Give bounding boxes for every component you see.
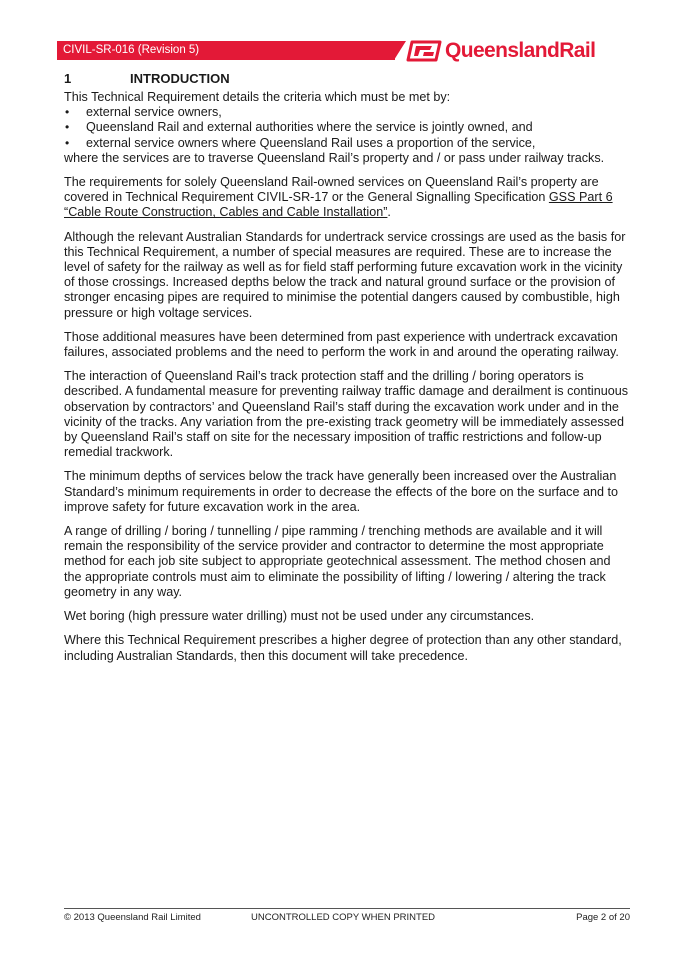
section-number: 1 bbox=[64, 71, 72, 86]
paragraph-end: . bbox=[387, 205, 391, 220]
gss-reference-link[interactable]: GSS Part 6 “Cable Route Construction, Cables and Cable Installation” bbox=[64, 190, 613, 220]
logo-wordmark: QueenslandRail bbox=[445, 39, 596, 62]
intro-text: This Technical Requirement details the criteria which must be met by: bbox=[64, 90, 451, 104]
paragraph: Although the relevant Australian Standards for undertrack service crossings are used as the basis for this Technical Requirement, a number of special measures are required. These are to increase the level of safety for the railway as well as for field staff performing future excavation work in the vicinity of those crossings. Increased depths below the track and natural ground surface or the provision of stronger encasing pipes are required to minimise the potential dangers caused by combustible, high pressure or high voltage services. bbox=[64, 229, 626, 320]
footer-page-number: Page 2 of 20 bbox=[576, 912, 630, 923]
intro-tail: where the services are to traverse Queensland Rail’s property and / or pass under railway tracks. bbox=[64, 150, 605, 165]
paragraph: Those additional measures have been determined from past experience with undertrack excavation failures, associated problems and the need to perform the work in and around the operating railway. bbox=[64, 329, 619, 360]
bullet-item: • Queensland Rail and external authorities where the service is jointly owned, and bbox=[64, 120, 630, 135]
section-heading bbox=[64, 70, 630, 87]
paragraph-text: The requirements for solely Queensland Rail-owned services on Queensland Rail’s property are covered in Technical Requirement CIVIL-SR-17 or the General Signalling Specification bbox=[64, 175, 599, 205]
queensland-rail-logo bbox=[406, 38, 595, 64]
document-body bbox=[64, 70, 630, 673]
qr-logo-icon bbox=[406, 40, 442, 62]
paragraph-requirements bbox=[64, 175, 630, 221]
paragraph: The minimum depths of services below the track have generally been increased over the Australian Standard’s minimum requirements in order to decrease the effects of the bore on the surface and to improve safety for future excavation work in the area. bbox=[64, 469, 618, 514]
bullet-item: • external service owners where Queensland Rail uses a proportion of the service, bbox=[64, 136, 630, 151]
footer-notice: UNCONTROLLED COPY WHEN PRINTED bbox=[251, 912, 436, 923]
footer-divider bbox=[64, 908, 630, 909]
banner-slant bbox=[394, 41, 406, 60]
paragraph: The interaction of Queensland Rail’s track protection staff and the drilling / boring operators is described. A fundamental measure for preventing railway traffic damage and derailment is continuous observation by contractors’ and Queensland Rail’s staff during the excavation work under and in the vicinity of the tracks. Any variation from the pre-existing track geometry will be immediately assessed by Queensland Rail’s staff on site for the necessary imposition of traffic restrictions and follow-up remedial trackwork. bbox=[64, 369, 629, 460]
paragraph: Where this Technical Requirement prescribes a higher degree of protection than any other standard, including Australian Standards, then this document will take precedence. bbox=[64, 633, 622, 663]
paragraph: A range of drilling / boring / tunnelling / pipe ramming / trenching methods are available and it will remain the responsibility of the service provider and contractor to determine the most appropriate method for each job site subject to appropriate geotechnical assessment. The method chosen and the appropriate controls must aim to eliminate the possibility of lifting / lowering / altering the track geometry in any way. bbox=[64, 524, 611, 599]
bullet-item: • external service owners, bbox=[64, 105, 630, 120]
document-id-banner bbox=[57, 41, 395, 60]
bullet-list bbox=[64, 105, 630, 151]
footer-copyright: © 2013 Queensland Rail Limited bbox=[64, 912, 201, 923]
section-title: INTRODUCTION bbox=[130, 71, 230, 86]
paragraph: Wet boring (high pressure water drilling) must not be used under any circumstances. bbox=[64, 609, 535, 624]
document-id: CIVIL-SR-016 (Revision 5) bbox=[63, 44, 200, 56]
